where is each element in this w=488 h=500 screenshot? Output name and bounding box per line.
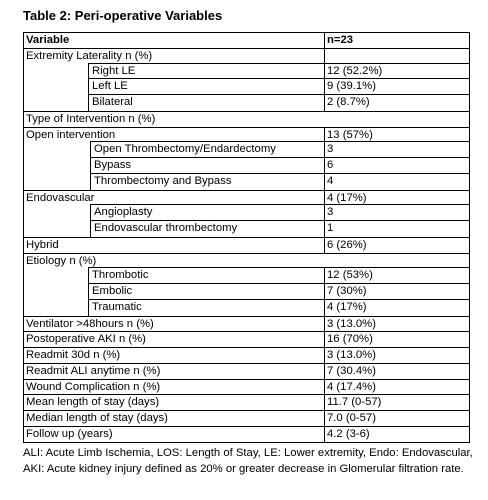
row-value: 3 (13.0%) xyxy=(324,317,470,332)
table-row xyxy=(23,79,470,95)
table-row xyxy=(23,426,470,443)
row-label: Mean length of stay (days) xyxy=(23,395,324,410)
row-value: 9 (39.1%) xyxy=(324,79,470,95)
header-value: n=23 xyxy=(324,33,470,48)
table-row xyxy=(23,111,470,127)
row-value: 7.0 (0-57) xyxy=(324,411,470,426)
row-value: 3 xyxy=(324,142,470,158)
row-value: 3 xyxy=(324,205,470,221)
row-value: 3 (13.0%) xyxy=(324,348,470,363)
table-row xyxy=(23,363,470,379)
row-label: Embolic xyxy=(88,284,324,300)
row-label: Endovascular xyxy=(23,191,324,206)
row-value: 1 xyxy=(324,221,470,237)
table-row xyxy=(23,205,470,221)
row-label: Thrombectomy and Bypass xyxy=(90,174,324,190)
row-label: Right LE xyxy=(88,64,324,80)
table-row xyxy=(23,237,470,253)
row-value: 16 (70%) xyxy=(324,332,470,347)
header-variable: Variable xyxy=(23,33,324,48)
row-label: Bilateral xyxy=(88,95,324,111)
row-label: Ventilator >48hours n (%) xyxy=(23,317,324,332)
table-row xyxy=(23,221,470,237)
row-value: 13 (57%) xyxy=(324,128,470,143)
row-label: Median length of stay (days) xyxy=(23,411,324,426)
row-label: Endovascular thrombectomy xyxy=(90,221,324,237)
table-row xyxy=(23,253,470,269)
row-label: Etiology n (%) xyxy=(23,254,324,269)
row-label: Left LE xyxy=(88,79,324,95)
row-value: 4 xyxy=(324,174,470,190)
table-row xyxy=(23,316,470,332)
row-label: Hybrid xyxy=(23,238,324,253)
perioperative-variables-table xyxy=(23,32,470,443)
row-label: Open intervention xyxy=(23,128,324,143)
row-value xyxy=(324,254,470,269)
row-label: Extremity Laterality n (%) xyxy=(23,49,324,64)
row-label: Open Thrombectomy/Endardectomy xyxy=(90,142,324,158)
row-value: 6 xyxy=(324,158,470,174)
row-value: 7 (30.4%) xyxy=(324,364,470,379)
table-row xyxy=(23,95,470,111)
row-label: Wound Complication n (%) xyxy=(23,380,324,395)
row-label: Postoperative AKI n (%) xyxy=(23,332,324,347)
row-label: Traumatic xyxy=(88,300,324,316)
table-row xyxy=(23,410,470,426)
table-footnote: ALI: Acute Limb Ischemia, LOS: Length of Stay, LE: Lower extremity, Endo: Endovascular, AKI: Acute kidney injury defined as 20% or greater decrease in Glomerular filtration rate. xyxy=(23,447,473,475)
table-row xyxy=(23,300,470,316)
row-label: Angioplasty xyxy=(90,205,324,221)
row-label: Thrombotic xyxy=(88,268,324,284)
row-label: Readmit 30d n (%) xyxy=(23,348,324,363)
row-value: 4 (17%) xyxy=(324,191,470,206)
row-value: 4 (17.4%) xyxy=(324,380,470,395)
table-row xyxy=(23,268,470,284)
table-row xyxy=(23,284,470,300)
table-row xyxy=(23,394,470,410)
row-value: 11.7 (0-57) xyxy=(324,395,470,410)
table-row xyxy=(23,190,470,206)
table-row xyxy=(23,174,470,190)
table-row xyxy=(23,127,470,143)
table-row xyxy=(23,158,470,174)
table-title: Table 2: Peri-operative Variables xyxy=(23,8,223,23)
row-value xyxy=(324,49,470,64)
table-row xyxy=(23,331,470,347)
row-value xyxy=(324,112,470,127)
row-value: 12 (53%) xyxy=(324,268,470,284)
row-label: Type of Intervention n (%) xyxy=(23,112,324,127)
table-row xyxy=(23,379,470,395)
row-value: 6 (26%) xyxy=(324,238,470,253)
table-row xyxy=(23,64,470,80)
row-value: 4.2 (3-6) xyxy=(324,427,470,442)
row-value: 12 (52.2%) xyxy=(324,64,470,80)
table-header-row xyxy=(23,32,470,48)
row-label: Readmit ALI anytime n (%) xyxy=(23,364,324,379)
row-value: 7 (30%) xyxy=(324,284,470,300)
row-label: Bypass xyxy=(90,158,324,174)
table-row xyxy=(23,347,470,363)
row-value: 4 (17%) xyxy=(324,300,470,316)
row-label: Follow up (years) xyxy=(23,427,324,442)
table-row xyxy=(23,48,470,64)
row-value: 2 (8.7%) xyxy=(324,95,470,111)
table-row xyxy=(23,142,470,158)
